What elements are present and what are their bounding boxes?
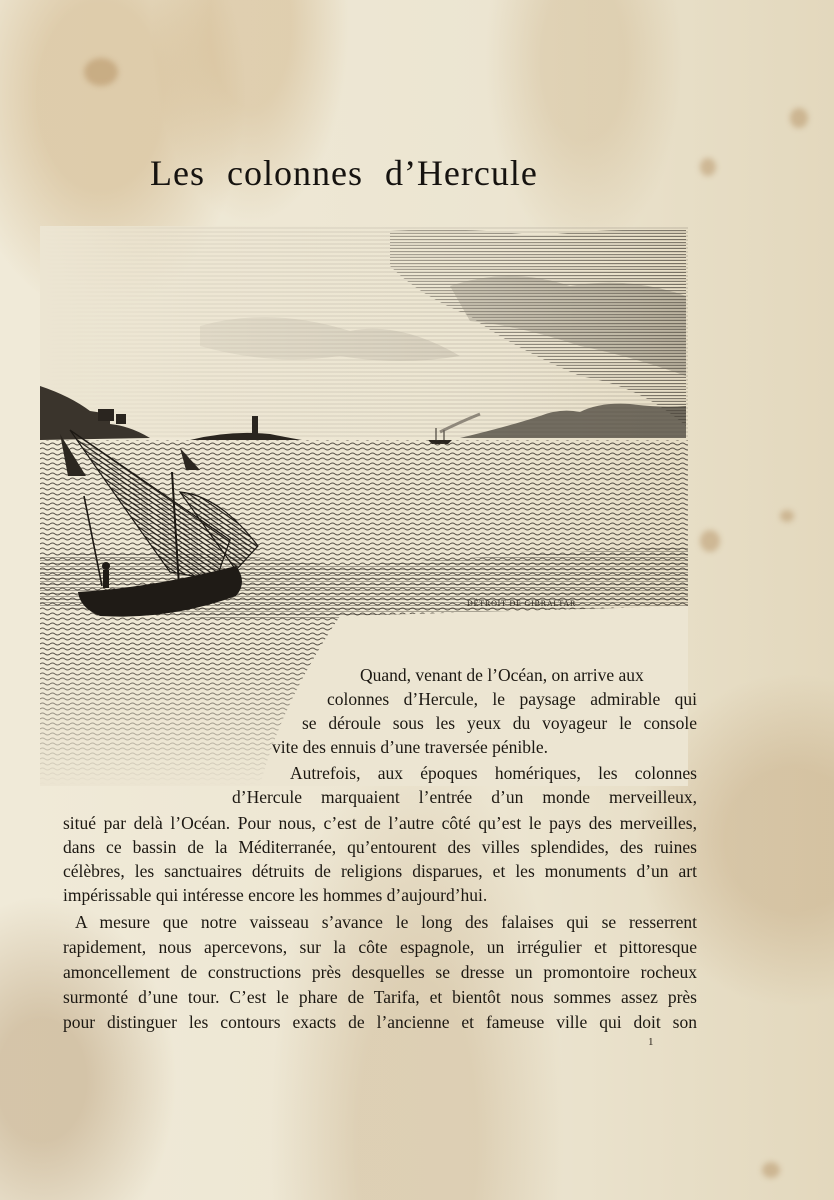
text-line: surmonté d’une tour. C’est le phare de Tarifa, et bientôt nous sommes assez près bbox=[63, 987, 697, 1007]
sky bbox=[40, 226, 688, 438]
text-line: célèbres, les sanctuaires détruits de religions disparues, et les monuments d’un art bbox=[63, 861, 697, 881]
text-line: dans ce bassin de la Méditerranée, qu’entourent des villes splendides, des ruines bbox=[63, 837, 697, 857]
text-line: colonnes d’Hercule, le paysage admirable qui bbox=[327, 689, 697, 709]
page-number: 1 bbox=[648, 1036, 654, 1048]
text-line: impérissable qui intéresse encore les hommes d’aujourd’hui. bbox=[63, 885, 488, 905]
illustration-caption: DÉTROIT DE GIBRALTAR bbox=[467, 599, 577, 608]
lighthouse bbox=[252, 416, 258, 436]
text-line: Quand, venant de l’Océan, on arrive aux bbox=[360, 665, 644, 685]
text-line: situé par delà l’Océan. Pour nous, c’est de l’autre côté qu’est le pays des merveilles, bbox=[63, 813, 697, 833]
page-title: Les colonnes d’Hercule bbox=[150, 153, 538, 193]
text-line: pour distinguer les contours exacts de l’ancienne et fameuse ville qui doit son bbox=[63, 1012, 697, 1032]
text-line: Autrefois, aux époques homériques, les colonnes bbox=[290, 763, 697, 783]
text-line: vite des ennuis d’une traversée pénible. bbox=[272, 737, 549, 757]
text-line: d’Hercule marquaient l’entrée d’un monde merveilleux, bbox=[232, 787, 697, 807]
text-line: se déroule sous les yeux du voyageur le console bbox=[302, 713, 697, 733]
text-line: A mesure que notre vaisseau s’avance le long des falaises qui se resserrent bbox=[75, 912, 697, 932]
text-line: amoncellement de constructions près desquelles se dresse un promontoire rocheux bbox=[63, 962, 697, 982]
text-line: rapidement, nous apercevons, sur la côte espagnole, un irrégulier et pittoresque bbox=[63, 937, 697, 957]
